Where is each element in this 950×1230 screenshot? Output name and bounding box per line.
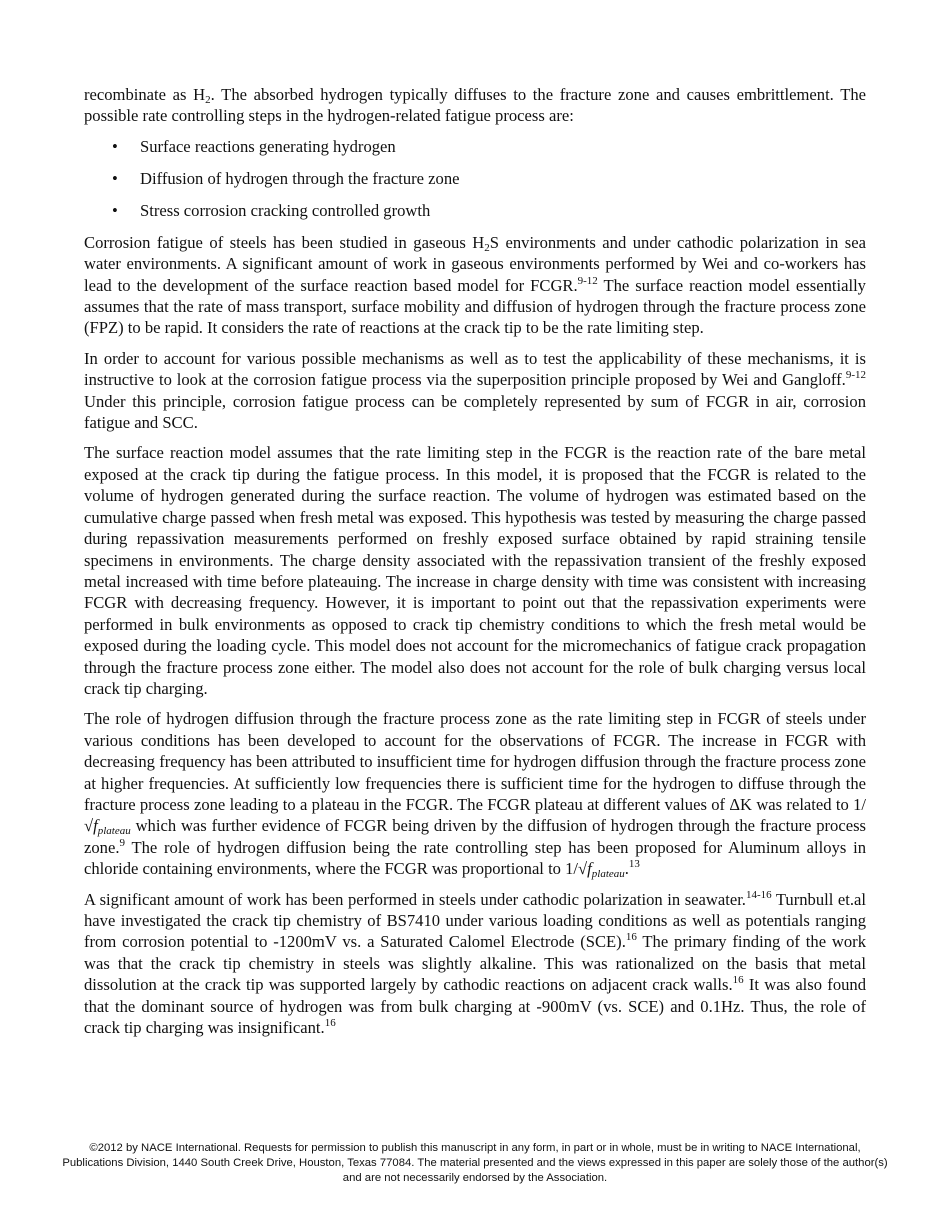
list-item-text: Diffusion of hydrogen through the fracture zone: [140, 168, 460, 188]
reference-superscript: 9-12: [577, 274, 598, 287]
text-run: The role of hydrogen diffusion being the rate controlling step has been proposed for Aluminum alloys in chloride containing environments, where the FCGR was proportional to 1/√: [84, 837, 866, 879]
text-run: A significant amount of work has been performed in steels under cathodic polarization in seawater.: [84, 889, 746, 909]
paragraph-hydrogen-intro: [84, 84, 866, 127]
text-run: It was also found that the dominant source of hydrogen was from bulk charging at -900mV (vs. SCE) and 0.1Hz. Thus, the role of crack tip charging was insignificant.: [84, 975, 867, 1038]
bullet-icon: •: [112, 168, 118, 188]
document-page: [84, 84, 866, 1047]
reference-superscript: 9: [119, 836, 125, 849]
subscript: plateau: [591, 868, 625, 881]
paragraph-cathodic-polarization: [84, 889, 866, 1039]
reference-superscript: 9-12: [845, 369, 866, 382]
text-run: In order to account for various possible mechanisms as well as to test the applicability of these mechanisms, it is instructive to look at the corrosion fatigue process via the superposition principle proposed by Wei and Gangloff.: [84, 348, 866, 390]
list-item: [84, 200, 866, 221]
text-run: f: [93, 816, 98, 836]
paragraph-hydrogen-diffusion: [84, 708, 866, 879]
text-run: Under this principle, corrosion fatigue process can be completely represented by sum of FCGR in air, corrosion fatigue and SCC.: [84, 391, 866, 433]
subscript: 2: [484, 241, 490, 254]
reference-superscript: 14-16: [745, 888, 772, 901]
reference-superscript: 13: [628, 858, 640, 871]
paragraph-superposition: [84, 348, 866, 434]
paragraph-corrosion-fatigue: [84, 232, 866, 339]
text-run: S environments and under cathodic polarization in sea water environments. A significant amount of work in gaseous environments performed by Wei and co-workers has lead to the development of the surface reaction based model for FCGR.: [84, 232, 866, 295]
text-run: .: [624, 859, 629, 879]
text-run: . The absorbed hydrogen typically diffuses to the fracture zone and causes embrittlement. The possible rate controlling steps in the hydrogen-related fatigue process are:: [84, 85, 866, 126]
subscript: 2: [205, 94, 211, 106]
reference-superscript: 16: [625, 931, 637, 944]
list-item-text: Stress corrosion cracking controlled growth: [140, 200, 431, 220]
reference-superscript: 16: [324, 1017, 336, 1030]
paragraph-surface-reaction-model: The surface reaction model assumes that the rate limiting step in the FCGR is the reaction rate of the bare metal exposed at the crack tip during the fatigue process. In this model, it is proposed that the FCGR is related to the volume of hydrogen generated during the surface reaction. The volume of hydrogen was estimated based on the cumulative charge passed when fresh metal was exposed. This hypothesis was tested by measuring the charge passed during repassivation measurements performed on freshly exposed surface obtained by rapid straining tensile specimens in environments. The charge density associated with the repassivation transient of the freshly exposed metal increased with time before plateauing. The increase in charge density with time was consistent with increasing FCGR with decreasing frequency. However, it is important to point out that the repassivation experiments were performed in bulk environments as opposed to crack tip chemistry conditions to which the fresh metal would be exposed during the loading cycle. This model does not account for the micromechanics of fatigue crack propagation through the fracture process zone either. The model also does not account for the role of bulk charging versus local crack tip charging.: [84, 443, 866, 698]
text-run: recombinate as H: [84, 85, 206, 104]
subscript: plateau: [97, 825, 131, 838]
copyright-footer: ©2012 by NACE International. Requests for permission to publish this manuscript in any form, in part or in whole, must be in writing to NACE International, Publications Division, 1440 South Creek Drive, Houston, Texas 77084. The material presented and the views expressed in this paper are solely those of the author(s) and are not necessarily endorsed by the Association.: [62, 1142, 888, 1184]
list-item: [84, 168, 866, 189]
text-run: Corrosion fatigue of steels has been studied in gaseous H: [84, 232, 485, 252]
list-item: [84, 136, 866, 157]
text-run: The role of hydrogen diffusion through the fracture process zone as the rate limiting step in FCGR of steels under various conditions has been developed to account for the observations of FCGR. The increase in FCGR with decreasing frequency has been attributed to insufficient time for hydrogen diffusion through the fracture process zone at higher frequencies. At sufficiently low frequencies there is sufficient time for the hydrogen to diffuse through the fracture process zone leading to a plateau in the FCGR. The FCGR plateau at different values of ΔK was related to 1/√: [84, 709, 866, 836]
text-run: which was further evidence of FCGR being driven by the diffusion of hydrogen through the fracture process zone.: [84, 816, 866, 857]
text-run: Turnbull et.al have investigated the crack tip chemistry of BS7410 under various loading conditions as well as potentials ranging from corrosion potential to -1200mV vs. a Saturated Calomel Electrode (SCE).: [84, 889, 866, 952]
list-item-text: Surface reactions generating hydrogen: [140, 136, 396, 156]
text-run: f: [587, 859, 592, 879]
rate-controlling-steps-list: [84, 136, 866, 221]
bullet-icon: •: [112, 136, 118, 156]
text-run: The surface reaction model essentially assumes that the rate of mass transport, surface mobility and diffusion of hydrogen through the fracture process zone (FPZ) to be rapid. It considers the rate of reactions at the crack tip to be the rate limiting step.: [84, 275, 866, 338]
text-run: The primary finding of the work was that the crack tip chemistry in steels was slightly alkaline. This was rationalized on the basis that metal dissolution at the crack tip was supported largely by cathodic reactions on adjacent crack walls.: [84, 932, 866, 995]
frequency-symbol: [93, 816, 131, 838]
reference-superscript: 16: [732, 974, 744, 987]
bullet-icon: •: [112, 200, 118, 220]
frequency-symbol: [587, 859, 625, 881]
